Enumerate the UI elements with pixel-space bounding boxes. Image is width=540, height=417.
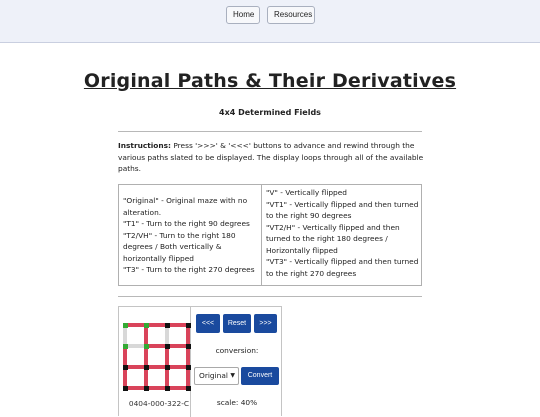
maze-path xyxy=(125,325,188,388)
divider xyxy=(118,296,422,297)
legend-item-vt1: "VT1" - Vertically flipped and then turned to the right 90 degrees xyxy=(266,199,419,220)
home-button[interactable]: Home xyxy=(226,6,260,24)
top-nav-bar xyxy=(0,0,540,43)
maze-card xyxy=(119,307,191,417)
advance-button[interactable]: >>> xyxy=(254,314,277,333)
instructions-label: Instructions: xyxy=(118,141,171,150)
instructions-text xyxy=(118,140,424,175)
legend-item-t2vh: "T2/VH" - Turn to the right 180 degrees / Both vertically & horizontally flipped xyxy=(123,230,236,263)
reset-button[interactable]: Reset xyxy=(223,314,251,333)
legend-item-t3: "T3" - Turn to the right 270 degrees xyxy=(123,265,255,274)
legend-item-t1: "T1" - Turn to the right 90 degrees xyxy=(123,219,250,228)
rewind-button[interactable]: <<< xyxy=(196,314,220,333)
legend-item-v: "V" - Vertically flipped xyxy=(266,188,347,197)
maze-id-label: 0404-000-322-C xyxy=(128,399,190,408)
start-node xyxy=(144,323,149,328)
legend-left-column xyxy=(119,185,262,285)
conversion-label: conversion: xyxy=(215,346,259,355)
conversion-legend-table xyxy=(118,184,422,286)
start-node xyxy=(123,323,128,328)
legend-item-vt3: "VT3" - Vertically flipped and then turned to the right 270 degrees xyxy=(266,257,419,278)
divider xyxy=(118,131,422,132)
legend-right-column xyxy=(262,185,423,285)
maze-grid xyxy=(122,322,192,394)
start-node xyxy=(123,344,128,349)
legend-item-original: "Original" - Original maze with no alteration. xyxy=(123,196,248,217)
maze-background-grid xyxy=(125,325,188,390)
conversion-select[interactable] xyxy=(194,367,239,385)
page-title: Original Paths & Their Derivatives xyxy=(83,70,457,92)
conversion-select-value: Original xyxy=(199,371,228,380)
resources-button[interactable]: Resources xyxy=(267,6,315,24)
instructions-body: Press '>>>' & '<<<' buttons to advance and rewind through the various paths slated to be displayed. The display loops through all of the available paths. xyxy=(118,141,424,173)
page-subtitle: 4x4 Determined Fields xyxy=(219,108,321,117)
legend-item-vt2h: "VT2/H" - Vertically flipped and then turned to the right 180 degrees / Horizontally flipped xyxy=(266,222,400,255)
start-node xyxy=(144,344,149,349)
maze-nodes xyxy=(123,323,191,391)
chevron-down-icon: ▼ xyxy=(230,372,235,379)
scale-label: scale: 40% xyxy=(216,398,258,407)
convert-button[interactable]: Convert xyxy=(241,367,279,385)
